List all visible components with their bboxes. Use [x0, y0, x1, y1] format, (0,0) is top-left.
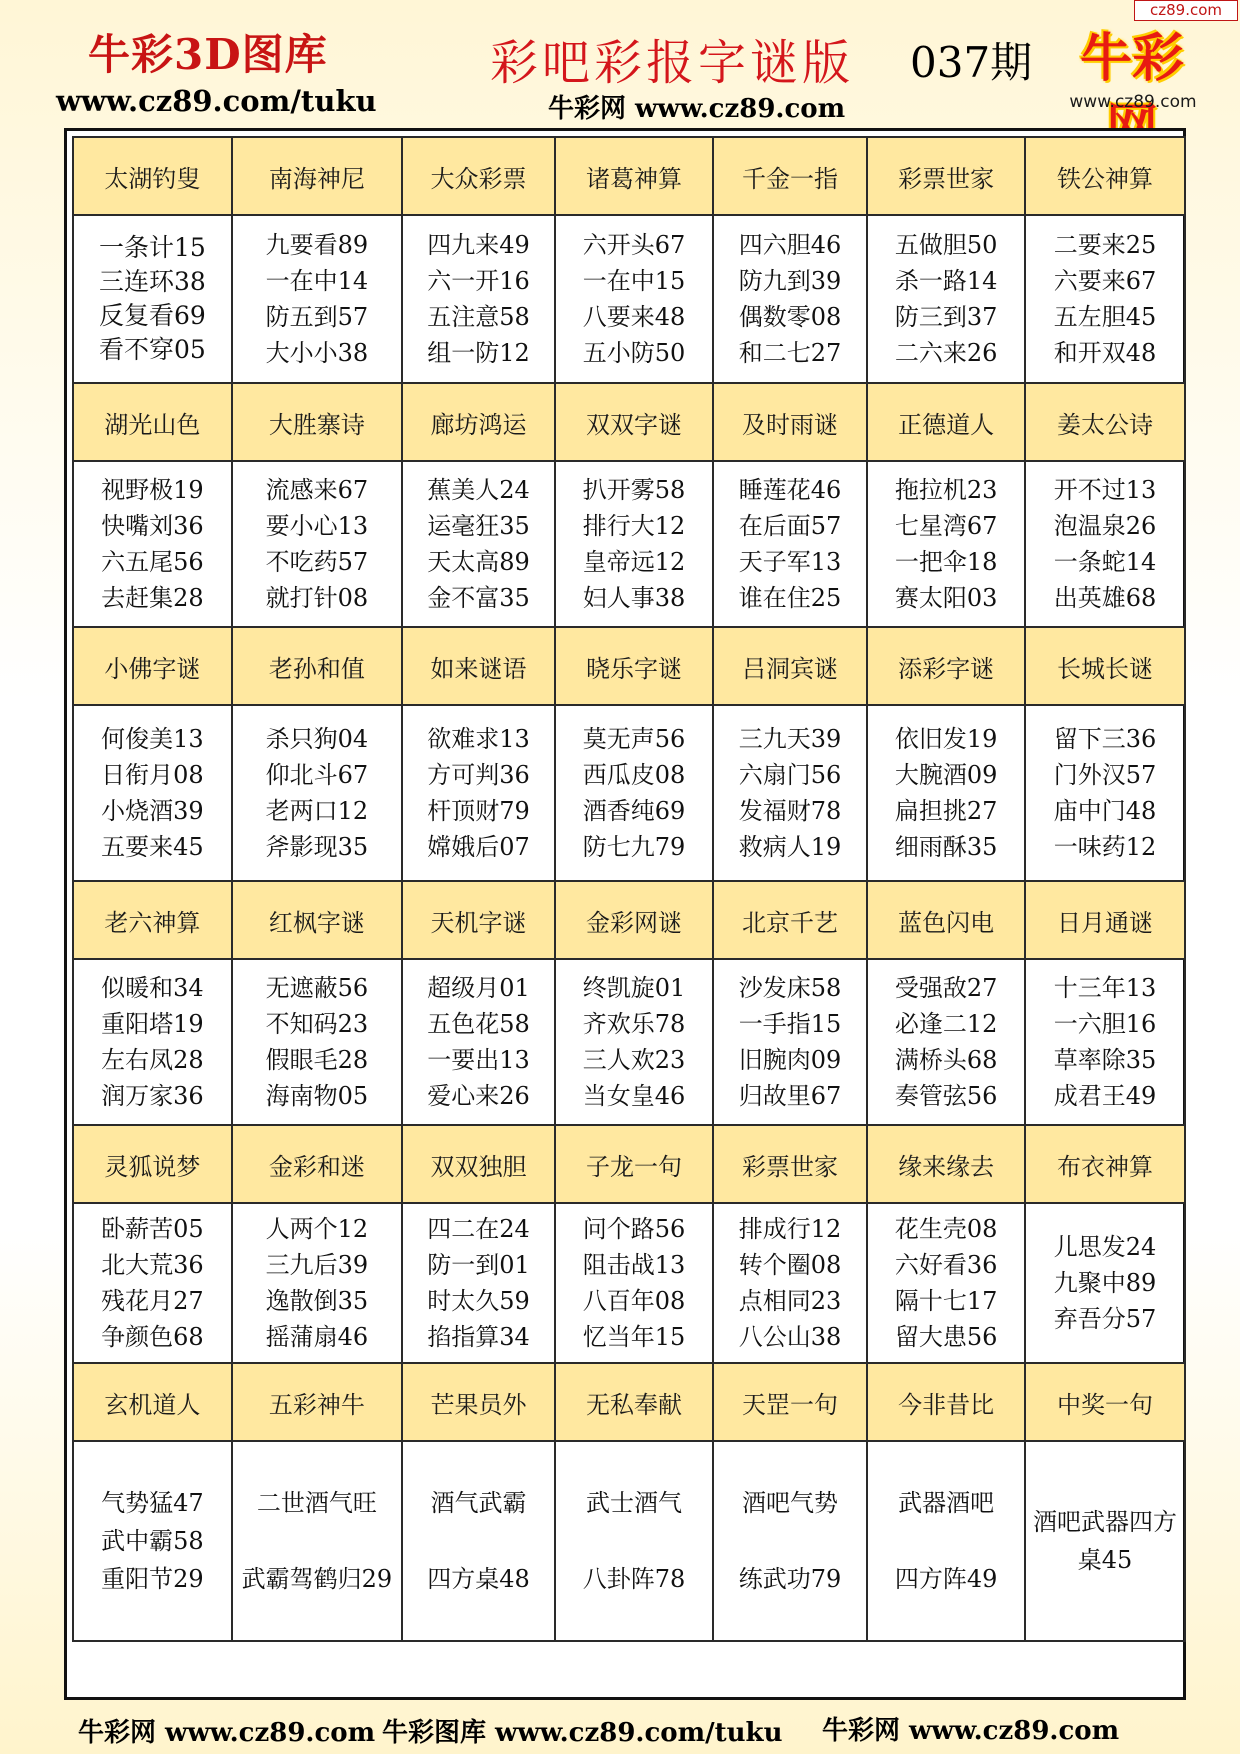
- prediction-line: 沙发床58: [738, 974, 842, 1002]
- prediction-line: 五色花58: [427, 1010, 530, 1038]
- column-source-name: 彩票世家: [867, 137, 1025, 215]
- prediction-cell: [713, 705, 867, 881]
- prediction-line: 一味药12: [1053, 833, 1157, 861]
- header-row: [73, 1363, 1185, 1441]
- prediction-line: 卧薪苦05: [101, 1215, 204, 1243]
- prediction-line: 留下三36: [1053, 725, 1157, 753]
- prediction-line: 泡温泉26: [1053, 512, 1157, 540]
- prediction-line: 五小防50: [582, 339, 686, 367]
- prediction-line: 三连环38: [99, 267, 206, 296]
- column-source-name: 玄机道人: [73, 1363, 232, 1441]
- prediction-line: 润万家36: [101, 1082, 204, 1110]
- prediction-line: 武士酒气: [585, 1489, 682, 1517]
- prediction-cell: [867, 1441, 1025, 1641]
- column-source-name: 廊坊鸿运: [402, 383, 555, 461]
- prediction-line: 一在中14: [265, 267, 369, 295]
- prediction-line: 满桥头68: [894, 1046, 998, 1074]
- prediction-cell: [73, 1441, 232, 1641]
- prediction-line: 五左胆45: [1053, 303, 1157, 331]
- prediction-line: 依旧发19: [894, 725, 998, 753]
- prediction-line: 斧影现35: [265, 833, 369, 861]
- prediction-line: 点相同23: [738, 1287, 842, 1315]
- prediction-line: 九聚中89: [1053, 1269, 1157, 1297]
- prediction-line: 左右凤28: [101, 1046, 204, 1074]
- prediction-line: 留大患56: [894, 1323, 998, 1351]
- column-source-name: 长城长谜: [1025, 627, 1185, 705]
- prediction-line: 终凯旋01: [582, 974, 686, 1002]
- footer-link-left[interactable]: 牛彩网 www.cz89.com: [78, 1718, 376, 1748]
- prediction-line: 受强敌27: [894, 974, 998, 1002]
- prediction-line: 六一开16: [427, 267, 530, 295]
- prediction-cell: [867, 705, 1025, 881]
- prediction-line: 莫无声56: [582, 725, 686, 753]
- cell-spacer: [233, 1522, 401, 1560]
- prediction-line: 武霸驾鹤归29: [241, 1565, 393, 1593]
- column-source-name: 双双独胆: [402, 1125, 555, 1203]
- prediction-cell: [1025, 461, 1185, 627]
- column-source-name: 正德道人: [867, 383, 1025, 461]
- column-source-name: 中奖一句: [1025, 1363, 1185, 1441]
- prediction-line: 假眼毛28: [265, 1046, 369, 1074]
- prediction-cell: [1025, 215, 1185, 383]
- prediction-cell: [232, 1203, 402, 1363]
- prediction-line: 一六胆16: [1053, 1010, 1157, 1038]
- prediction-line: 残花月27: [101, 1287, 204, 1315]
- prediction-line: 无遮蔽56: [265, 974, 369, 1002]
- prediction-line: 细雨酥35: [894, 833, 998, 861]
- prediction-line: 西瓜皮08: [582, 761, 686, 789]
- column-source-name: 金彩和迷: [232, 1125, 402, 1203]
- prediction-line: 开不过13: [1053, 476, 1157, 504]
- prediction-line: 五要来45: [101, 833, 204, 861]
- prediction-line: 五做胆50: [894, 231, 998, 259]
- cell-spacer: [714, 1522, 866, 1560]
- prediction-row: [73, 1441, 1185, 1641]
- prediction-line: 出英雄68: [1053, 584, 1157, 612]
- prediction-cell: [1025, 1441, 1185, 1641]
- prediction-line: 排成行12: [738, 1215, 842, 1243]
- prediction-cell: [402, 215, 555, 383]
- prediction-line: 忆当年15: [582, 1323, 686, 1351]
- column-source-name: 天罡一句: [713, 1363, 867, 1441]
- prediction-line: 八百年08: [582, 1287, 686, 1315]
- prediction-line: 杀只狗04: [265, 725, 369, 753]
- prediction-line: 大腕酒09: [894, 761, 998, 789]
- prediction-line: 一把伞18: [894, 548, 998, 576]
- prediction-cell: [1025, 1203, 1185, 1363]
- prediction-line: 妇人事38: [582, 584, 686, 612]
- prediction-line: 何俊美13: [101, 725, 204, 753]
- column-source-name: 添彩字谜: [867, 627, 1025, 705]
- prediction-line: 问个路56: [582, 1215, 686, 1243]
- column-source-name: 如来谜语: [402, 627, 555, 705]
- header-row: [73, 881, 1185, 959]
- prediction-cell: [232, 1441, 402, 1641]
- prediction-line: 儿思发24: [1053, 1233, 1157, 1261]
- prediction-line: 排行大12: [582, 512, 686, 540]
- prediction-line: 四六胆46: [738, 231, 842, 259]
- column-source-name: 蓝色闪电: [867, 881, 1025, 959]
- column-source-name: 双双字谜: [555, 383, 713, 461]
- column-source-name: 缘来缘去: [867, 1125, 1025, 1203]
- prediction-line: 弃吾分57: [1053, 1305, 1157, 1333]
- prediction-line: 天子军13: [738, 548, 842, 576]
- prediction-line: 六好看36: [894, 1251, 998, 1279]
- prediction-cell: [232, 959, 402, 1125]
- prediction-cell: [867, 461, 1025, 627]
- column-source-name: 吕洞宾谜: [713, 627, 867, 705]
- prediction-cell: [73, 959, 232, 1125]
- prediction-line: 一条蛇14: [1053, 548, 1157, 576]
- prediction-line: 武中霸58: [101, 1527, 204, 1555]
- prediction-line: 当女皇46: [582, 1082, 686, 1110]
- prediction-cell: [555, 1441, 713, 1641]
- prediction-line: 八公山38: [738, 1323, 842, 1351]
- column-source-name: 布衣神算: [1025, 1125, 1185, 1203]
- prediction-row: [73, 461, 1185, 627]
- cell-spacer: [403, 1522, 554, 1560]
- prediction-line: 天太高89: [427, 548, 530, 576]
- prediction-line: 睡莲花46: [738, 476, 842, 504]
- prediction-line: 成君王49: [1053, 1082, 1157, 1110]
- prediction-cell: [402, 1203, 555, 1363]
- prediction-line: 防五到57: [265, 303, 369, 331]
- column-source-name: 诸葛神算: [555, 137, 713, 215]
- prediction-line: 似暖和34: [101, 974, 204, 1002]
- prediction-cell: [713, 1203, 867, 1363]
- prediction-line: 要小心13: [265, 512, 369, 540]
- prediction-line: 桌45: [1077, 1546, 1133, 1574]
- column-source-name: 湖光山色: [73, 383, 232, 461]
- cell-spacer: [556, 1522, 712, 1560]
- prediction-row: [73, 705, 1185, 881]
- prediction-line: 偶数零08: [738, 303, 842, 331]
- prediction-line: 一条计15: [99, 233, 206, 262]
- prediction-cell: [555, 959, 713, 1125]
- prediction-line: 逸散倒35: [265, 1287, 369, 1315]
- prediction-cell: [402, 461, 555, 627]
- column-source-name: 无私奉献: [555, 1363, 713, 1441]
- left-url[interactable]: www.cz89.com/tuku: [56, 84, 377, 118]
- prediction-line: 防一到01: [427, 1251, 530, 1279]
- cell-spacer: [868, 1522, 1024, 1560]
- column-source-name: 五彩神牛: [232, 1363, 402, 1441]
- prediction-line: 十三年13: [1053, 974, 1157, 1002]
- prediction-cell: [713, 461, 867, 627]
- prediction-line: 气势猛47: [101, 1489, 204, 1517]
- prediction-line: 不知码23: [265, 1010, 369, 1038]
- prediction-line: 阻击战13: [582, 1251, 686, 1279]
- prediction-cell: [402, 705, 555, 881]
- prediction-line: 八要来48: [582, 303, 686, 331]
- main-title: 彩吧彩报字谜版: [490, 35, 855, 91]
- prediction-cell: [713, 959, 867, 1125]
- prediction-line: 四方桌48: [427, 1565, 530, 1593]
- column-source-name: 红枫字谜: [232, 881, 402, 959]
- prediction-cell: [73, 215, 232, 383]
- prediction-line: 一手指15: [738, 1010, 842, 1038]
- prediction-line: 小烧酒39: [101, 797, 204, 825]
- column-source-name: 金彩网谜: [555, 881, 713, 959]
- prediction-line: 武器酒吧: [898, 1489, 995, 1517]
- column-source-name: 铁公神算: [1025, 137, 1185, 215]
- column-source-name: 日月通谜: [1025, 881, 1185, 959]
- column-source-name: 北京千艺: [713, 881, 867, 959]
- prediction-line: 摇蒲扇46: [265, 1323, 369, 1351]
- prediction-line: 三人欢23: [582, 1046, 686, 1074]
- prediction-line: 视野极19: [101, 476, 204, 504]
- prediction-line: 运毫狂35: [427, 512, 530, 540]
- column-source-name: 晓乐字谜: [555, 627, 713, 705]
- prediction-line: 人两个12: [265, 1215, 369, 1243]
- corner-url-tag[interactable]: [1134, 0, 1238, 21]
- logo-text: 牛彩: [1079, 29, 1184, 89]
- footer-link-right[interactable]: 牛彩网 www.cz89.com: [822, 1716, 1120, 1746]
- prediction-line: 和二七27: [738, 339, 842, 367]
- prediction-cell: [713, 1441, 867, 1641]
- prediction-line: 四方阵49: [894, 1565, 998, 1593]
- brand-logo: [1060, 24, 1204, 114]
- prediction-line: 争颜色68: [101, 1323, 204, 1351]
- prediction-line: 蕉美人24: [427, 476, 530, 504]
- header-row: [73, 137, 1185, 215]
- prediction-line: 拖拉机23: [894, 476, 998, 504]
- prediction-line: 二六来26: [894, 339, 998, 367]
- prediction-line: 看不穿05: [99, 335, 206, 364]
- column-source-name: 及时雨谜: [713, 383, 867, 461]
- header-row: [73, 383, 1185, 461]
- prediction-line: 超级月01: [427, 974, 530, 1002]
- prediction-line: 八卦阵78: [582, 1565, 686, 1593]
- prediction-row: [73, 215, 1185, 383]
- prediction-cell: [73, 461, 232, 627]
- prediction-line: 六要来67: [1053, 267, 1157, 295]
- prediction-line: 重阳塔19: [101, 1010, 204, 1038]
- prediction-line: 扁担挑27: [894, 797, 998, 825]
- prediction-cell: [867, 215, 1025, 383]
- column-source-name: 姜太公诗: [1025, 383, 1185, 461]
- prediction-cell: [402, 1441, 555, 1641]
- prediction-line: 九要看89: [265, 231, 369, 259]
- prediction-line: 六扇门56: [738, 761, 842, 789]
- prediction-line: 二要来25: [1053, 231, 1157, 259]
- prediction-line: 发福财78: [738, 797, 842, 825]
- column-source-name: 今非昔比: [867, 1363, 1025, 1441]
- prediction-line: 隔十七17: [894, 1287, 998, 1315]
- footer-link-middle[interactable]: 牛彩图库 www.cz89.com/tuku: [382, 1718, 783, 1748]
- prediction-line: 大小小38: [265, 339, 369, 367]
- prediction-line: 一要出13: [427, 1046, 530, 1074]
- prediction-line: 奏管弦56: [894, 1082, 998, 1110]
- prediction-cell: [232, 461, 402, 627]
- prediction-line: 门外汉57: [1053, 761, 1157, 789]
- prediction-line: 救病人19: [738, 833, 842, 861]
- prediction-line: 花生壳08: [894, 1215, 998, 1243]
- prediction-line: 四九来49: [427, 231, 530, 259]
- prediction-line: 杆顶财79: [427, 797, 530, 825]
- prediction-line: 二世酒气旺: [256, 1489, 377, 1517]
- prediction-cell: [867, 1203, 1025, 1363]
- prediction-cell: [555, 461, 713, 627]
- prediction-line: 反复看69: [99, 301, 206, 330]
- prediction-line: 掐指算34: [427, 1323, 530, 1351]
- prediction-line: 组一防12: [427, 339, 530, 367]
- prediction-line: 三九后39: [265, 1251, 369, 1279]
- prediction-line: 不吃药57: [265, 548, 369, 576]
- prediction-row: [73, 959, 1185, 1125]
- prediction-line: 四二在24: [427, 1215, 530, 1243]
- prediction-line: 转个圈08: [738, 1251, 842, 1279]
- prediction-line: 酒吧气势: [742, 1489, 839, 1517]
- puzzle-table: [72, 136, 1186, 1642]
- prediction-cell: [73, 1203, 232, 1363]
- prediction-cell: [555, 705, 713, 881]
- prediction-line: 快嘴刘36: [101, 512, 204, 540]
- prediction-line: 北大荒36: [101, 1251, 204, 1279]
- column-source-name: 彩票世家: [713, 1125, 867, 1203]
- column-source-name: 大胜寨诗: [232, 383, 402, 461]
- prediction-line: 防三到37: [894, 303, 998, 331]
- column-source-name: 老孙和值: [232, 627, 402, 705]
- column-source-name: 灵狐说梦: [73, 1125, 232, 1203]
- prediction-line: 赛太阳03: [894, 584, 998, 612]
- prediction-line: 五注意58: [427, 303, 530, 331]
- prediction-line: 扒开雾58: [582, 476, 686, 504]
- prediction-cell: [555, 1203, 713, 1363]
- prediction-line: 仰北斗67: [265, 761, 369, 789]
- prediction-line: 六开头67: [582, 231, 686, 259]
- column-source-name: 子龙一句: [555, 1125, 713, 1203]
- prediction-line: 就打针08: [265, 584, 369, 612]
- prediction-line: 皇帝远12: [582, 548, 686, 576]
- prediction-line: 流感来67: [265, 476, 369, 504]
- prediction-cell: [555, 215, 713, 383]
- prediction-line: 防九到39: [738, 267, 842, 295]
- prediction-line: 归故里67: [738, 1082, 842, 1110]
- prediction-line: 酒气武霸: [430, 1489, 527, 1517]
- prediction-cell: [713, 215, 867, 383]
- prediction-cell: [1025, 959, 1185, 1125]
- column-source-name: 千金一指: [713, 137, 867, 215]
- prediction-line: 爱心来26: [427, 1082, 530, 1110]
- prediction-cell: [402, 959, 555, 1125]
- prediction-line: 草率除35: [1053, 1046, 1157, 1074]
- column-source-name: 天机字谜: [402, 881, 555, 959]
- prediction-row: [73, 1203, 1185, 1363]
- prediction-cell: [1025, 705, 1185, 881]
- prediction-line: 六五尾56: [101, 548, 204, 576]
- prediction-line: 嫦娥后07: [427, 833, 530, 861]
- header-row: [73, 1125, 1185, 1203]
- left-title: 牛彩3D图库: [88, 30, 328, 79]
- prediction-line: 海南物05: [265, 1082, 369, 1110]
- prediction-line: 必逢二12: [894, 1010, 998, 1038]
- column-source-name: 大众彩票: [402, 137, 555, 215]
- prediction-line: 旧腕肉09: [738, 1046, 842, 1074]
- corner-url-text: cz89.com: [1149, 1, 1222, 19]
- column-source-name: 太湖钓叟: [73, 137, 232, 215]
- prediction-line: 金不富35: [427, 584, 530, 612]
- column-source-name: 老六神算: [73, 881, 232, 959]
- prediction-line: 庙中门48: [1053, 797, 1157, 825]
- prediction-line: 练武功79: [738, 1565, 842, 1593]
- prediction-line: 酒香纯69: [582, 797, 686, 825]
- prediction-line: 齐欢乐78: [582, 1010, 686, 1038]
- prediction-line: 重阳节29: [101, 1565, 204, 1593]
- prediction-line: 方可判36: [427, 761, 530, 789]
- prediction-line: 一在中15: [582, 267, 686, 295]
- column-source-name: 小佛字谜: [73, 627, 232, 705]
- prediction-line: 欲难求13: [427, 725, 530, 753]
- prediction-cell: [232, 705, 402, 881]
- prediction-cell: [232, 215, 402, 383]
- prediction-line: 去赶集28: [101, 584, 204, 612]
- site-line[interactable]: 牛彩网 www.cz89.com: [548, 94, 846, 124]
- prediction-line: 谁在住25: [738, 584, 842, 612]
- prediction-line: 防七九79: [582, 833, 686, 861]
- prediction-line: 和开双48: [1053, 339, 1157, 367]
- prediction-line: 日衔月08: [101, 761, 204, 789]
- prediction-line: 老两口12: [265, 797, 369, 825]
- prediction-cell: [867, 959, 1025, 1125]
- prediction-line: 三九天39: [738, 725, 842, 753]
- logo-url: www.cz89.com: [1069, 92, 1197, 112]
- prediction-line: 酒吧武器四方: [1032, 1508, 1177, 1536]
- prediction-line: 杀一路14: [894, 267, 998, 295]
- issue-number: 037期: [910, 38, 1033, 87]
- prediction-line: 在后面57: [738, 512, 842, 540]
- prediction-line: 七星湾67: [894, 512, 998, 540]
- column-source-name: 芒果员外: [402, 1363, 555, 1441]
- prediction-cell: [73, 705, 232, 881]
- header-row: [73, 627, 1185, 705]
- column-source-name: 南海神尼: [232, 137, 402, 215]
- prediction-line: 时太久59: [427, 1287, 530, 1315]
- footer: [0, 1706, 1240, 1750]
